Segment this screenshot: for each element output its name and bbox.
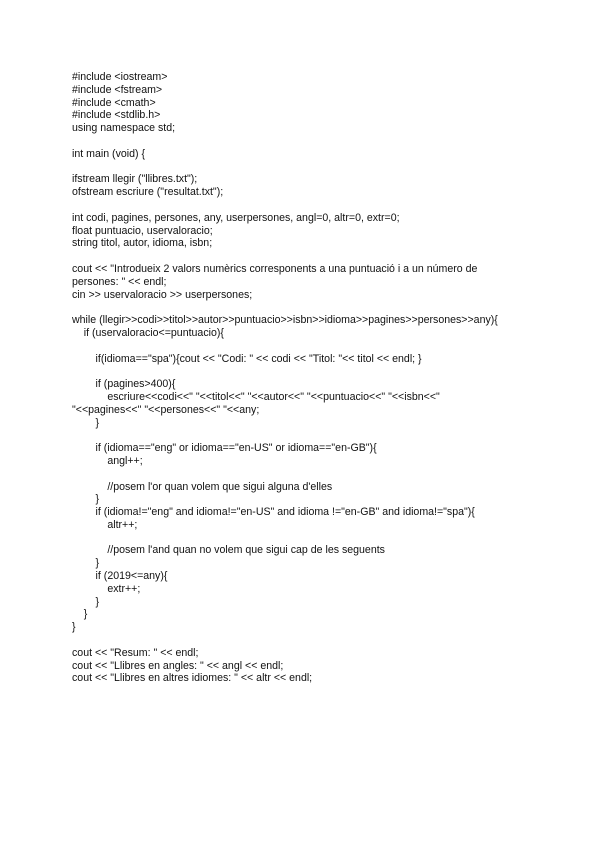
code-line: }: [72, 557, 100, 570]
code-line: #include <cmath>: [72, 96, 156, 109]
code-line: int main (void) {: [72, 147, 146, 160]
code-line: }: [72, 608, 88, 621]
code-line: [72, 468, 542, 481]
code-line: "<<pagines<<" "<<persones<<" "<<any;: [72, 403, 260, 416]
code-line: [72, 199, 542, 212]
code-line: extr++;: [72, 582, 141, 595]
code-line: #include <fstream>: [72, 83, 163, 96]
code-line: [72, 365, 542, 378]
code-line: cout << "Introdueix 2 valors numèrics corresponents a una puntuació i a un número de: [72, 262, 478, 275]
code-line: [72, 532, 542, 545]
code-line: [72, 634, 542, 647]
code-line: #include <stdlib.h>: [72, 109, 161, 122]
code-line: if (pagines>400){: [72, 378, 176, 391]
code-line: escriure<<codi<<" "<<titol<<" "<<autor<<" "<<puntuacio<<" "<<isbn<<": [72, 390, 440, 403]
code-line: ifstream llegir ("llibres.txt");: [72, 173, 198, 186]
code-line: if (idioma=="eng" or idioma=="en-US" or idioma=="en-GB"){: [72, 442, 377, 455]
code-line: persones: " << endl;: [72, 275, 167, 288]
code-block: [72, 71, 542, 685]
code-line: cin >> uservaloracio >> userpersones;: [72, 288, 253, 301]
code-line: cout << "Llibres en angles: " << angl << endl;: [72, 659, 284, 672]
code-line: [72, 161, 542, 174]
code-line: }: [72, 493, 100, 506]
code-line: int codi, pagines, persones, any, userpersones, angl=0, altr=0, extr=0;: [72, 211, 400, 224]
code-line: altr++;: [72, 518, 138, 531]
code-line: if (2019<=any){: [72, 570, 168, 583]
code-line: using namespace std;: [72, 122, 176, 135]
code-line: cout << "Resum: " << endl;: [72, 646, 199, 659]
code-line: #include <iostream>: [72, 71, 168, 83]
code-line: cout << "Llibres en altres idiomes: " << altr << endl;: [72, 672, 313, 685]
code-line: string titol, autor, idioma, isbn;: [72, 237, 213, 250]
code-line: if(idioma=="spa"){cout << "Codi: " << codi << "Titol: "<< titol << endl; }: [72, 352, 422, 365]
code-line: [72, 301, 542, 314]
code-line: //posem l'and quan no volem que sigui cap de les seguents: [72, 544, 385, 557]
code-line: }: [72, 621, 76, 634]
code-line: [72, 135, 542, 148]
code-line: }: [72, 416, 100, 429]
code-line: [72, 250, 542, 263]
code-line: if (idioma!="eng" and idioma!="en-US" and idioma !="en-GB" and idioma!="spa"){: [72, 506, 475, 519]
code-line: [72, 340, 542, 353]
code-line: if (uservaloracio<=puntuacio){: [72, 326, 224, 339]
code-line: [72, 429, 542, 442]
code-line: float puntuacio, uservaloracio;: [72, 224, 213, 237]
code-line: ofstream escriure ("resultat.txt");: [72, 186, 224, 199]
code-line: angl++;: [72, 454, 143, 467]
code-line: while (llegir>>codi>>titol>>autor>>puntuacio>>isbn>>idioma>>pagines>>persones>>any){: [72, 314, 498, 327]
code-line: //posem l'or quan volem que sigui alguna d'elles: [72, 480, 333, 493]
code-line: }: [72, 595, 100, 608]
